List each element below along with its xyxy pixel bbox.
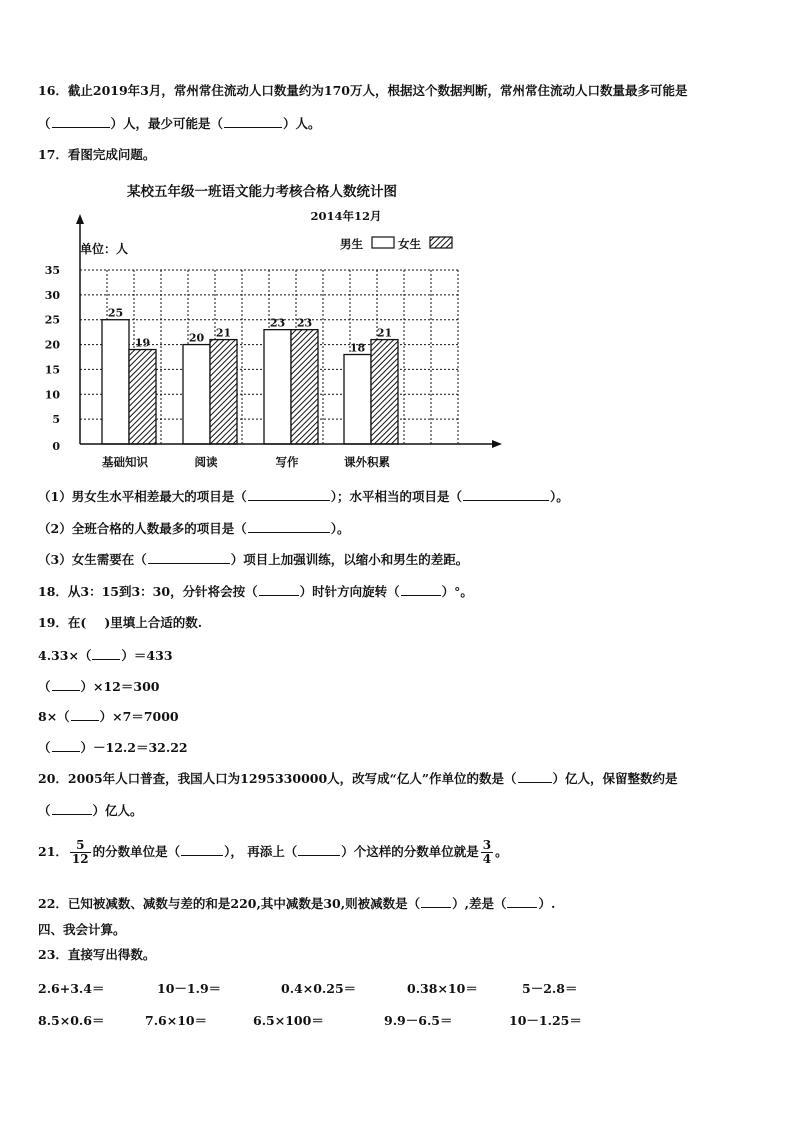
calc-item: 10－1.9＝ bbox=[157, 981, 222, 996]
calc-item: 9.9－6.5＝ bbox=[384, 1013, 453, 1028]
answer-blank[interactable] bbox=[181, 843, 223, 856]
q17-sub3: （3）女生需要在（ ）项目上加强训练，以缩小和男生的差距。 bbox=[38, 552, 469, 567]
q18-line: 18．从3：15到3：30，分针将会按（ ）时针方向旋转（ ）°。 bbox=[38, 584, 473, 599]
legend-label: 女生 bbox=[398, 237, 421, 251]
y-tick-label: 25 bbox=[44, 313, 60, 327]
answer-blank[interactable] bbox=[224, 115, 282, 128]
calc-item: 7.6×10＝ bbox=[145, 1013, 208, 1028]
q20-line1: 20．2005年人口普查，我国人口为1295330000人，改写成“亿人”作单位的数是（ ）亿人，保留整数约是 bbox=[38, 771, 678, 786]
x-axis-labels bbox=[102, 455, 390, 469]
x-tick-label: 阅读 bbox=[194, 455, 218, 469]
q17-title: 17．看图完成问题。 bbox=[38, 147, 156, 162]
y-tick-label: 5 bbox=[52, 413, 60, 427]
data-label: 19 bbox=[134, 336, 151, 350]
section-heading: 四、我会计算。 bbox=[38, 922, 126, 937]
calc-item: 5－2.8＝ bbox=[522, 981, 578, 996]
data-label: 18 bbox=[349, 341, 366, 355]
q23-title: 23．直接写出得数。 bbox=[38, 947, 156, 962]
x-tick-label: 写作 bbox=[275, 455, 299, 469]
answer-blank[interactable] bbox=[259, 583, 299, 596]
bar-chart bbox=[40, 178, 520, 478]
y-axis-ticks bbox=[45, 264, 61, 453]
q21-line: 21． $\frac{5}{12}$ 的分数单位是（ ）， 再添上（ ）个这样的分数单位就是 $\frac{3}{4}$ 。 bbox=[38, 838, 508, 866]
chart-bars bbox=[102, 307, 398, 444]
y-tick-label: 15 bbox=[44, 363, 60, 377]
bar bbox=[102, 320, 129, 444]
answer-blank[interactable] bbox=[148, 551, 230, 564]
calc-item: 10－1.25＝ bbox=[509, 1013, 582, 1028]
answer-blank[interactable] bbox=[518, 770, 552, 783]
answer-blank[interactable] bbox=[71, 708, 99, 721]
data-label: 25 bbox=[107, 306, 124, 320]
answer-blank[interactable] bbox=[52, 115, 110, 128]
answer-blank[interactable] bbox=[52, 802, 92, 815]
chart-title: 某校五年级一班语文能力考核合格人数统计图 bbox=[127, 184, 397, 200]
x-tick-label: 课外积累 bbox=[344, 455, 390, 469]
answer-blank[interactable] bbox=[421, 895, 451, 908]
q17-sub2: （2）全班合格的人数最多的项目是（ ）。 bbox=[38, 521, 350, 536]
bar bbox=[210, 340, 237, 444]
q19-title: 19．在( )里填上合适的数. bbox=[38, 615, 203, 630]
unit-label: 单位：人 bbox=[80, 242, 129, 256]
answer-blank[interactable] bbox=[401, 583, 441, 596]
data-label: 23 bbox=[296, 316, 313, 330]
answer-blank[interactable] bbox=[507, 895, 537, 908]
q16-line2: （ ）人，最少可能是（ ）人。 bbox=[38, 116, 321, 131]
chart-legend bbox=[340, 237, 452, 251]
y-axis-arrow bbox=[76, 214, 84, 224]
data-label: 23 bbox=[269, 316, 286, 330]
y-tick-label: 20 bbox=[44, 338, 60, 352]
bar bbox=[291, 330, 318, 444]
y-tick-label: 30 bbox=[44, 288, 60, 302]
answer-blank[interactable] bbox=[298, 843, 340, 856]
legend-swatch bbox=[372, 237, 394, 248]
q22-line: 22．已知被减数、减数与差的和是220,其中减数是30,则被减数是（ ）,差是（ ）. bbox=[38, 896, 556, 911]
calc-item: 2.6+3.4＝ bbox=[38, 981, 105, 996]
bar bbox=[183, 345, 210, 444]
data-label: 21 bbox=[376, 326, 393, 340]
bar bbox=[344, 355, 371, 444]
y-tick-label: 0 bbox=[52, 440, 60, 453]
x-axis-arrow bbox=[492, 440, 502, 448]
answer-blank[interactable] bbox=[52, 739, 80, 752]
q17-sub1: （1）男女生水平相差最大的项目是（ ）；水平相当的项目是（ ）。 bbox=[38, 489, 569, 504]
bar bbox=[371, 340, 398, 444]
q19-eq1: 4.33×（ ）＝433 bbox=[38, 648, 173, 663]
answer-blank[interactable] bbox=[463, 488, 549, 501]
q19-eq4: （ ）－12.2＝32.22 bbox=[38, 740, 188, 755]
q19-eq2: （ ）×12＝300 bbox=[38, 679, 160, 694]
answer-blank[interactable] bbox=[248, 520, 330, 533]
q16-line1: 16．截止2019年3月，常州常住流动人口数量约为170万人，根据这个数据判断，常州常住流动人口数量最多可能是 bbox=[38, 83, 688, 98]
x-tick-label: 基础知识 bbox=[102, 455, 148, 469]
calc-item: 0.38×10＝ bbox=[407, 981, 478, 996]
answer-blank[interactable] bbox=[52, 678, 80, 691]
answer-blank[interactable] bbox=[248, 488, 330, 501]
q19-eq3: 8×（ ）×7＝7000 bbox=[38, 709, 179, 724]
blank-gap bbox=[87, 615, 103, 627]
legend-label: 男生 bbox=[340, 237, 363, 251]
y-tick-label: 35 bbox=[44, 264, 60, 277]
bar bbox=[129, 350, 156, 444]
chart-subtitle: 2014年12月 bbox=[310, 209, 382, 223]
y-tick-label: 10 bbox=[44, 388, 60, 402]
calc-item: 6.5×100＝ bbox=[253, 1013, 324, 1028]
calc-item: 0.4×0.25＝ bbox=[281, 981, 357, 996]
calc-item: 8.5×0.6＝ bbox=[38, 1013, 105, 1028]
answer-blank[interactable] bbox=[92, 647, 120, 660]
bar bbox=[264, 330, 291, 444]
fraction-5-12: $\frac{5}{12}$ bbox=[71, 838, 89, 866]
data-label: 20 bbox=[188, 331, 205, 345]
data-label: 21 bbox=[215, 326, 232, 340]
q20-line2: （ ）亿人。 bbox=[38, 803, 143, 818]
fraction-3-4: $\frac{3}{4}$ bbox=[482, 838, 492, 866]
legend-swatch bbox=[430, 237, 452, 248]
